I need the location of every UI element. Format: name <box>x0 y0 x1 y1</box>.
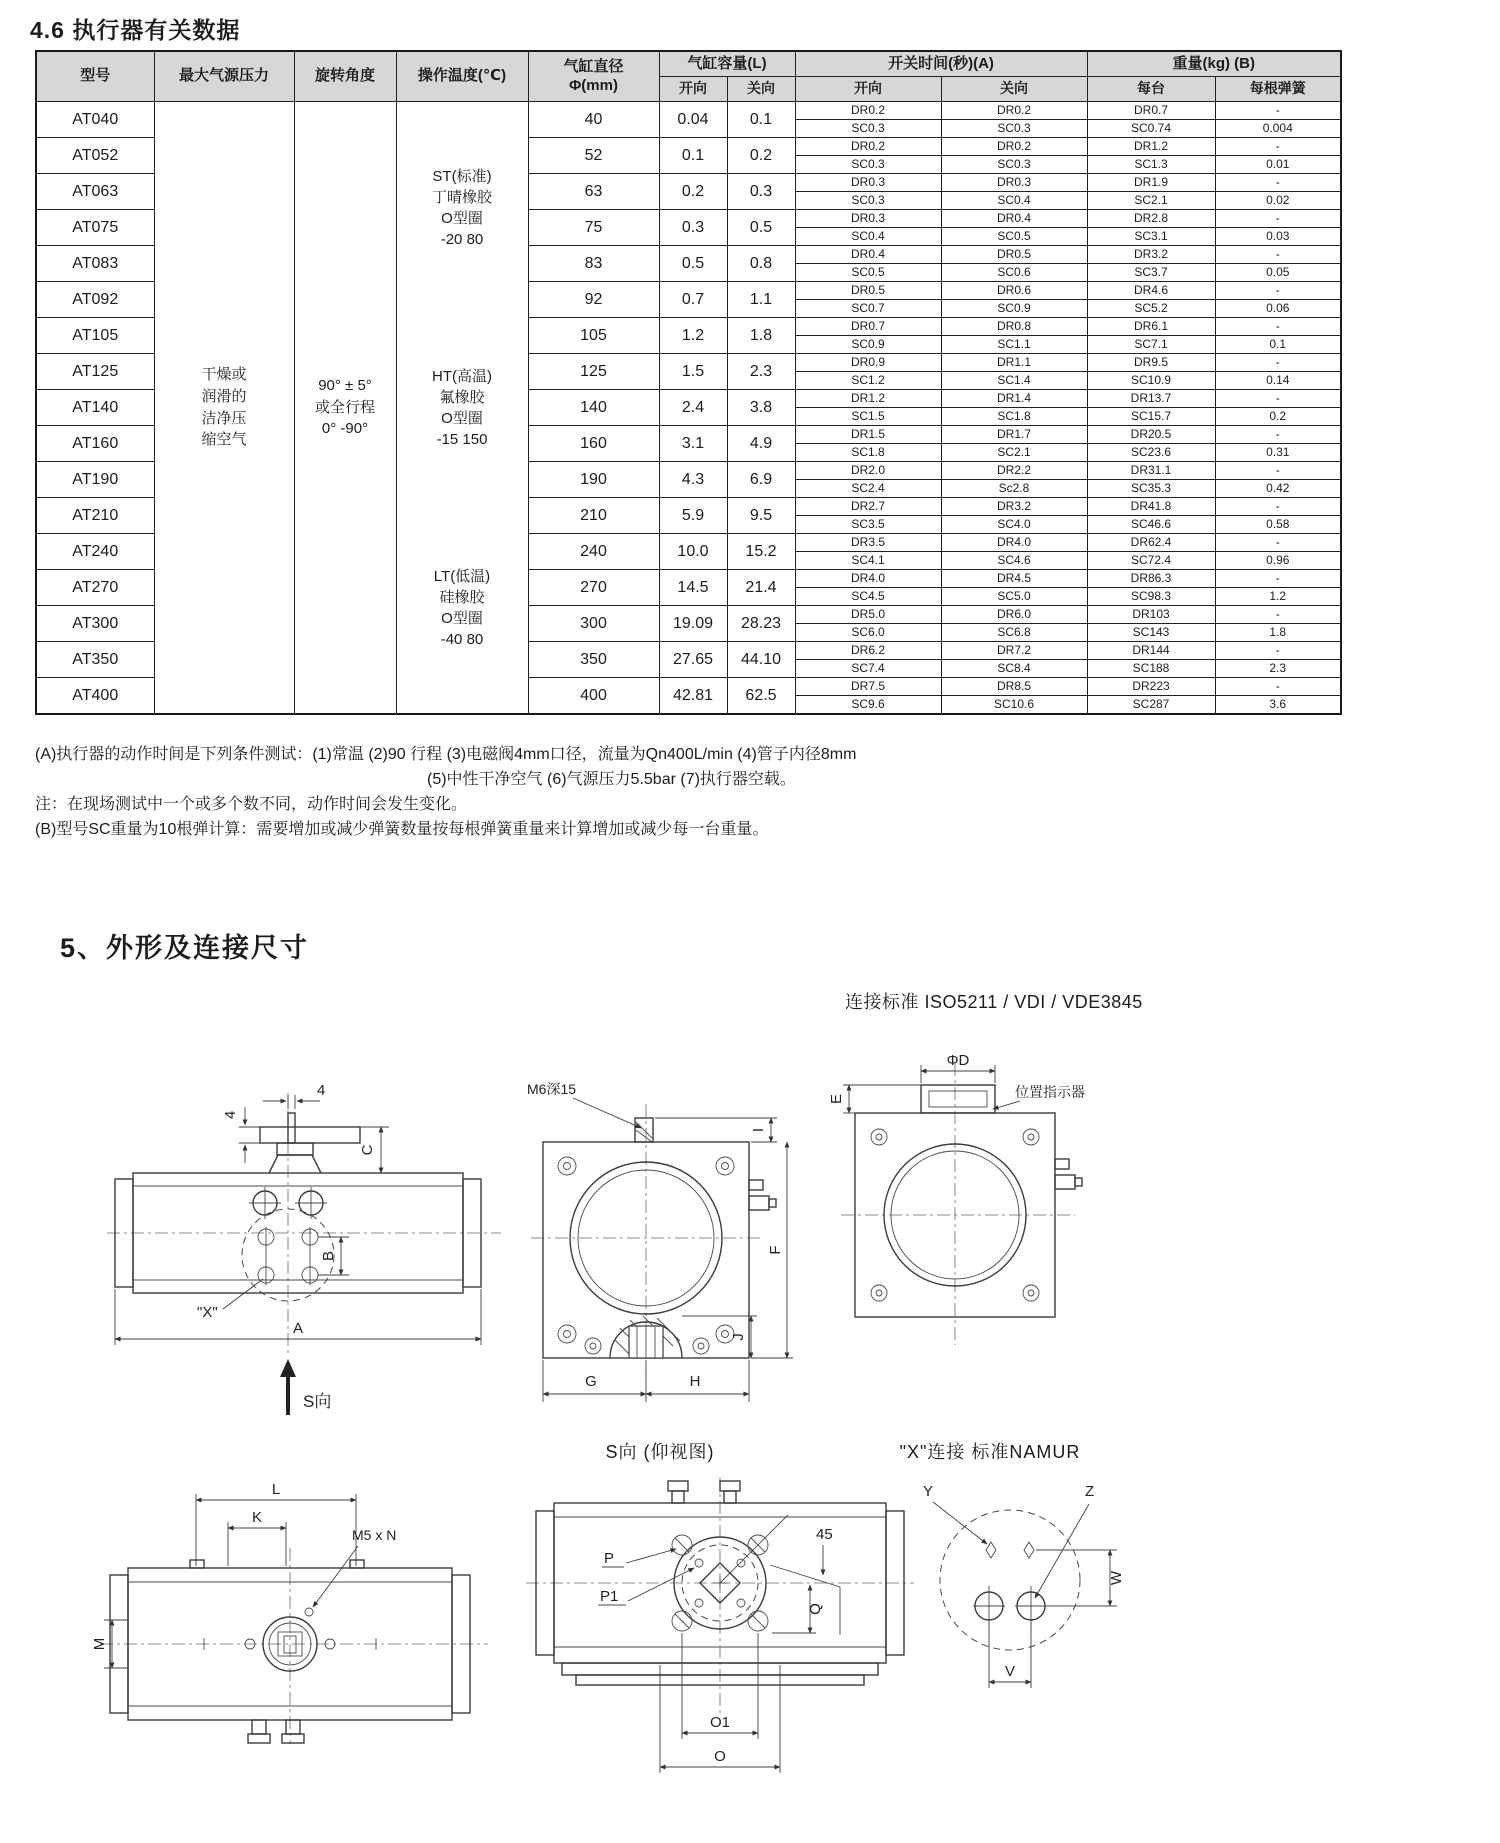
subheader-volume-close: 关向 <box>727 77 795 102</box>
cell-dr-time-open: DR0.9 <box>795 354 941 372</box>
cell-dr-weight-unit: DR86.3 <box>1087 570 1215 588</box>
cell-dr-time-open: DR2.7 <box>795 498 941 516</box>
cell-sc-weight-spring: 3.6 <box>1215 696 1341 715</box>
cell-bore: 210 <box>528 498 659 534</box>
cell-sc-weight-unit: SC0.74 <box>1087 120 1215 138</box>
cell-sc-time-open: SC4.5 <box>795 588 941 606</box>
cell-sc-time-close: SC1.8 <box>941 408 1087 426</box>
cell-dr-weight-unit: DR2.8 <box>1087 210 1215 228</box>
cell-dr-time-close: DR4.5 <box>941 570 1087 588</box>
connection-standard-note: 连接标准 ISO5211 / VDI / VDE3845 <box>845 992 1143 1012</box>
cell-volume-close: 44.10 <box>727 642 795 678</box>
cell-sc-weight-spring: 0.14 <box>1215 372 1341 390</box>
cell-sc-weight-unit: SC3.7 <box>1087 264 1215 282</box>
p1-port-label: P1 <box>600 1588 619 1605</box>
cell-sc-time-open: SC0.4 <box>795 228 941 246</box>
footnote-b-line: (B)型号SC重量为10根弹计算：需要增加或减少弹簧数量按每根弹簧重量来计算增加或减少每一台重量。 <box>35 821 769 838</box>
cell-model: AT140 <box>36 390 154 426</box>
cell-dr-weight-unit: DR9.5 <box>1087 354 1215 372</box>
cell-sc-weight-spring: 2.3 <box>1215 660 1341 678</box>
cell-dr-weight-spring: - <box>1215 282 1341 300</box>
cell-sc-weight-spring: 0.03 <box>1215 228 1341 246</box>
cell-sc-time-close: SC0.4 <box>941 192 1087 210</box>
cell-bore: 270 <box>528 570 659 606</box>
cell-sc-weight-unit: SC10.9 <box>1087 372 1215 390</box>
dim-z-label: Z <box>1085 1483 1095 1500</box>
cell-sc-time-open: SC1.5 <box>795 408 941 426</box>
drawing-side-view <box>91 1480 490 1780</box>
cell-bore: 350 <box>528 642 659 678</box>
col-header-max-pressure: 最大气源压力 <box>154 51 294 102</box>
cell-bore: 52 <box>528 138 659 174</box>
cell-volume-close: 3.8 <box>727 390 795 426</box>
cell-sc-weight-unit: SC188 <box>1087 660 1215 678</box>
cell-model: AT350 <box>36 642 154 678</box>
cell-dr-time-open: DR0.4 <box>795 246 941 264</box>
s-direction-arrow <box>280 1359 296 1377</box>
caption-namur-connection: "X"连接 标准NAMUR <box>899 1442 1081 1462</box>
cell-sc-weight-unit: SC5.2 <box>1087 300 1215 318</box>
cell-dr-weight-unit: DR41.8 <box>1087 498 1215 516</box>
subheader-time-open: 开向 <box>795 77 941 102</box>
cell-bore: 400 <box>528 678 659 715</box>
cell-volume-close: 62.5 <box>727 678 795 715</box>
cell-bore: 160 <box>528 426 659 462</box>
cell-bore: 105 <box>528 318 659 354</box>
cell-dr-weight-spring: - <box>1215 606 1341 624</box>
cell-dr-weight-spring: - <box>1215 318 1341 336</box>
cell-sc-time-close: SC2.1 <box>941 444 1087 462</box>
cell-sc-weight-unit: SC1.3 <box>1087 156 1215 174</box>
col-header-model: 型号 <box>36 51 154 102</box>
cell-sc-weight-spring: 0.96 <box>1215 552 1341 570</box>
cell-model: AT270 <box>36 570 154 606</box>
cell-sc-time-close: SC0.3 <box>941 120 1087 138</box>
footnote-a-line2: (5)中性干净空气 (6)气源压力5.5bar (7)执行器空载。 <box>427 771 796 788</box>
cell-dr-weight-spring: - <box>1215 390 1341 408</box>
cell-sc-weight-spring: 0.02 <box>1215 192 1341 210</box>
cell-dr-time-open: DR6.2 <box>795 642 941 660</box>
actuator-spec-table <box>35 50 1342 715</box>
cell-dr-time-open: DR7.5 <box>795 678 941 696</box>
cell-sc-time-close: SC8.4 <box>941 660 1087 678</box>
cell-volume-open: 42.81 <box>659 678 727 715</box>
cell-sc-time-open: SC1.8 <box>795 444 941 462</box>
dim-g-label: G <box>585 1373 597 1390</box>
cell-dr-weight-spring: - <box>1215 102 1341 120</box>
cell-dr-weight-spring: - <box>1215 570 1341 588</box>
subheader-time-close: 关向 <box>941 77 1087 102</box>
cell-dr-time-close: DR4.0 <box>941 534 1087 552</box>
cell-dr-time-open: DR0.7 <box>795 318 941 336</box>
cell-sc-weight-spring: 0.004 <box>1215 120 1341 138</box>
cell-sc-time-open: SC2.4 <box>795 480 941 498</box>
cell-volume-open: 2.4 <box>659 390 727 426</box>
cell-dr-weight-unit: DR13.7 <box>1087 390 1215 408</box>
cell-rotation: 90° ± 5° 或全行程 0° -90° <box>294 102 396 715</box>
cell-dr-time-close: DR0.2 <box>941 102 1087 120</box>
cell-volume-open: 19.09 <box>659 606 727 642</box>
cell-bore: 125 <box>528 354 659 390</box>
cell-sc-time-open: SC0.3 <box>795 192 941 210</box>
cell-volume-open: 27.65 <box>659 642 727 678</box>
cell-dr-time-close: DR1.4 <box>941 390 1087 408</box>
cell-volume-close: 15.2 <box>727 534 795 570</box>
cell-sc-time-open: SC0.5 <box>795 264 941 282</box>
cell-sc-weight-unit: SC35.3 <box>1087 480 1215 498</box>
subheader-weight-spring: 每根弹簧 <box>1215 77 1341 102</box>
cell-dr-weight-spring: - <box>1215 498 1341 516</box>
cell-volume-open: 1.5 <box>659 354 727 390</box>
dim-a-label: A <box>292 1320 304 1337</box>
cell-dr-weight-spring: - <box>1215 462 1341 480</box>
cell-sc-weight-spring: 0.42 <box>1215 480 1341 498</box>
cell-sc-time-close: SC0.5 <box>941 228 1087 246</box>
dim-f-label: F <box>767 1245 784 1255</box>
dim-v-label: V <box>1004 1663 1016 1680</box>
cell-sc-weight-unit: SC143 <box>1087 624 1215 642</box>
cell-volume-open: 0.5 <box>659 246 727 282</box>
cell-dr-weight-spring: - <box>1215 642 1341 660</box>
cell-dr-time-close: DR0.4 <box>941 210 1087 228</box>
footnote-note: 注：在现场测试中一个或多个数不同，动作时间会发生变化。 <box>35 796 468 813</box>
dim-o-label: O <box>714 1748 726 1765</box>
cell-sc-time-open: SC9.6 <box>795 696 941 715</box>
cell-dr-weight-spring: - <box>1215 246 1341 264</box>
cell-dr-time-close: DR7.2 <box>941 642 1087 660</box>
cell-dr-time-open: DR2.0 <box>795 462 941 480</box>
page-title: 4.6 执行器有关数据 <box>30 17 241 43</box>
cell-dr-time-open: DR5.0 <box>795 606 941 624</box>
s-direction-label: S向 <box>303 1392 332 1411</box>
cell-volume-close: 21.4 <box>727 570 795 606</box>
cell-sc-weight-spring: 0.06 <box>1215 300 1341 318</box>
table-footnotes <box>35 742 1335 842</box>
dim-4-top-label: 4 <box>317 1082 326 1099</box>
cell-sc-time-close: SC6.8 <box>941 624 1087 642</box>
cell-sc-weight-unit: SC15.7 <box>1087 408 1215 426</box>
cell-volume-open: 3.1 <box>659 426 727 462</box>
cell-sc-time-close: SC1.4 <box>941 372 1087 390</box>
cell-volume-open: 4.3 <box>659 462 727 498</box>
dim-i-label: I <box>750 1127 767 1133</box>
cell-sc-weight-unit: SC3.1 <box>1087 228 1215 246</box>
cell-volume-open: 5.9 <box>659 498 727 534</box>
cell-volume-close: 0.8 <box>727 246 795 282</box>
cell-model: AT075 <box>36 210 154 246</box>
cell-dr-time-open: DR0.3 <box>795 174 941 192</box>
dim-c-label: C <box>359 1144 376 1156</box>
cell-volume-close: 4.9 <box>727 426 795 462</box>
cell-dr-weight-unit: DR1.2 <box>1087 138 1215 156</box>
cell-dr-time-open: DR4.0 <box>795 570 941 588</box>
dim-o1-label: O1 <box>709 1714 731 1731</box>
cell-sc-weight-unit: SC2.1 <box>1087 192 1215 210</box>
cell-dr-time-close: DR0.5 <box>941 246 1087 264</box>
cell-sc-weight-spring: 1.2 <box>1215 588 1341 606</box>
col-header-rotation: 旋转角度 <box>294 51 396 102</box>
cell-dr-weight-unit: DR6.1 <box>1087 318 1215 336</box>
cell-sc-weight-unit: SC46.6 <box>1087 516 1215 534</box>
cell-bore: 75 <box>528 210 659 246</box>
drawing-namur-detail <box>905 1480 1145 1710</box>
cell-volume-close: 0.1 <box>727 102 795 138</box>
cell-volume-open: 14.5 <box>659 570 727 606</box>
cell-dr-time-close: DR0.2 <box>941 138 1087 156</box>
cell-sc-weight-spring: 0.58 <box>1215 516 1341 534</box>
cell-volume-open: 0.1 <box>659 138 727 174</box>
cell-dr-weight-unit: DR62.4 <box>1087 534 1215 552</box>
subheader-volume-open: 开向 <box>659 77 727 102</box>
dim-k-label: K <box>251 1509 263 1526</box>
cell-dr-weight-spring: - <box>1215 534 1341 552</box>
cell-dr-time-open: DR1.2 <box>795 390 941 408</box>
cell-bore: 63 <box>528 174 659 210</box>
cell-volume-close: 28.23 <box>727 606 795 642</box>
cell-dr-weight-unit: DR223 <box>1087 678 1215 696</box>
cell-dr-weight-unit: DR0.7 <box>1087 102 1215 120</box>
cell-sc-weight-unit: SC287 <box>1087 696 1215 715</box>
cell-dr-weight-spring: - <box>1215 174 1341 192</box>
cell-dr-time-open: DR0.2 <box>795 102 941 120</box>
cell-dr-weight-spring: - <box>1215 426 1341 444</box>
dim-m-label: M <box>91 1637 108 1651</box>
dim-b-label: B <box>320 1250 337 1262</box>
cell-volume-open: 0.2 <box>659 174 727 210</box>
cell-dr-weight-unit: DR31.1 <box>1087 462 1215 480</box>
dim-y-label: Y <box>923 1483 934 1500</box>
cell-model: AT063 <box>36 174 154 210</box>
cell-dr-time-close: DR1.1 <box>941 354 1087 372</box>
cell-sc-time-open: SC7.4 <box>795 660 941 678</box>
cell-volume-close: 1.1 <box>727 282 795 318</box>
cell-volume-close: 1.8 <box>727 318 795 354</box>
cell-dr-time-close: DR6.0 <box>941 606 1087 624</box>
cell-sc-time-close: SC5.0 <box>941 588 1087 606</box>
cell-model: AT125 <box>36 354 154 390</box>
col-header-temp: 操作温度(℃) <box>396 51 528 102</box>
cell-sc-time-open: SC1.2 <box>795 372 941 390</box>
cell-model: AT105 <box>36 318 154 354</box>
subheader-weight-unit: 每台 <box>1087 77 1215 102</box>
dim-w-label: W <box>1108 1570 1125 1586</box>
cell-dr-time-close: DR1.7 <box>941 426 1087 444</box>
angle-45-label: 45 <box>816 1526 833 1543</box>
cell-volume-open: 0.04 <box>659 102 727 138</box>
cell-volume-close: 6.9 <box>727 462 795 498</box>
cell-bore: 190 <box>528 462 659 498</box>
p-port-label: P <box>604 1550 615 1567</box>
section5-title: 5、外形及连接尺寸 <box>60 933 310 963</box>
cell-sc-time-close: SC0.3 <box>941 156 1087 174</box>
cell-dr-time-open: DR0.2 <box>795 138 941 156</box>
cell-dr-time-open: DR0.3 <box>795 210 941 228</box>
x-mark-label: "X" <box>197 1304 218 1321</box>
cell-dr-time-close: DR3.2 <box>941 498 1087 516</box>
cell-dr-time-close: DR0.3 <box>941 174 1087 192</box>
cell-sc-time-close: SC4.0 <box>941 516 1087 534</box>
cell-sc-weight-spring: 0.05 <box>1215 264 1341 282</box>
m6-thread-label: M6深15 <box>527 1081 577 1097</box>
cell-sc-weight-spring: 1.8 <box>1215 624 1341 642</box>
dim-phi-d-label: ΦD <box>946 1052 970 1069</box>
cell-bore: 140 <box>528 390 659 426</box>
cell-model: AT083 <box>36 246 154 282</box>
cell-volume-close: 2.3 <box>727 354 795 390</box>
cell-dr-weight-unit: DR4.6 <box>1087 282 1215 300</box>
cell-dr-time-close: DR0.6 <box>941 282 1087 300</box>
col-header-bore-line1: 气缸直径 <box>563 57 624 75</box>
cell-sc-weight-spring: 0.1 <box>1215 336 1341 354</box>
table-row-AT040 <box>36 102 1341 120</box>
cell-model: AT210 <box>36 498 154 534</box>
cell-sc-weight-unit: SC72.4 <box>1087 552 1215 570</box>
cell-dr-weight-unit: DR1.9 <box>1087 174 1215 192</box>
cell-model: AT052 <box>36 138 154 174</box>
cell-dr-time-close: DR0.8 <box>941 318 1087 336</box>
cell-model: AT092 <box>36 282 154 318</box>
cell-model: AT400 <box>36 678 154 715</box>
drawing-bottom-view-x <box>520 1475 920 1805</box>
cell-sc-weight-unit: SC98.3 <box>1087 588 1215 606</box>
drawing-end-view-s <box>525 1070 795 1420</box>
col-header-bore <box>528 51 659 102</box>
cell-dr-weight-unit: DR3.2 <box>1087 246 1215 264</box>
dim-l-label: L <box>271 1481 281 1498</box>
cell-sc-weight-spring: 0.01 <box>1215 156 1341 174</box>
col-header-weight: 重量(kg) (B) <box>1087 51 1341 77</box>
dim-4-left-label: 4 <box>222 1110 239 1120</box>
cell-sc-time-open: SC3.5 <box>795 516 941 534</box>
cell-sc-time-close: SC10.6 <box>941 696 1087 715</box>
cell-model: AT300 <box>36 606 154 642</box>
cell-sc-weight-spring: 0.31 <box>1215 444 1341 462</box>
dim-h-label: H <box>689 1373 701 1390</box>
cell-max-pressure: 干燥或 润滑的 洁净压 缩空气 <box>154 102 294 715</box>
caption-s-bottom-view: S向 (仰视图) <box>605 1442 715 1462</box>
cell-sc-time-open: SC4.1 <box>795 552 941 570</box>
cell-operating-temperature: ST(标准) 丁晴橡胶 O型圈 -20 80 HT(高温) 氟橡胶 O型圈 -15 150 LT(低温) 硅橡胶 O型圈 -40 80 <box>396 102 528 715</box>
cell-bore: 300 <box>528 606 659 642</box>
dim-j-label: J <box>730 1333 747 1341</box>
cell-dr-weight-unit: DR20.5 <box>1087 426 1215 444</box>
position-indicator-label: 位置指示器 <box>1015 1084 1085 1100</box>
cell-model: AT240 <box>36 534 154 570</box>
cell-dr-time-close: DR8.5 <box>941 678 1087 696</box>
cell-sc-time-close: SC0.6 <box>941 264 1087 282</box>
cell-dr-weight-unit: DR144 <box>1087 642 1215 660</box>
cell-dr-weight-spring: - <box>1215 354 1341 372</box>
cell-sc-time-close: SC0.9 <box>941 300 1087 318</box>
cell-sc-time-close: SC1.1 <box>941 336 1087 354</box>
cell-volume-open: 0.7 <box>659 282 727 318</box>
col-header-volume: 气缸容量(L) <box>659 51 795 77</box>
cell-bore: 92 <box>528 282 659 318</box>
cell-volume-close: 9.5 <box>727 498 795 534</box>
drawing-end-view-indicator <box>828 1052 1155 1365</box>
cell-volume-open: 0.3 <box>659 210 727 246</box>
cell-model: AT190 <box>36 462 154 498</box>
cell-sc-weight-unit: SC7.1 <box>1087 336 1215 354</box>
cell-dr-weight-spring: - <box>1215 678 1341 696</box>
cell-dr-time-open: DR1.5 <box>795 426 941 444</box>
cell-model: AT160 <box>36 426 154 462</box>
cell-volume-open: 1.2 <box>659 318 727 354</box>
cell-dr-weight-spring: - <box>1215 138 1341 156</box>
dim-e-label: E <box>828 1093 845 1105</box>
col-header-bore-line2: Φ(mm) <box>569 76 618 94</box>
cell-model: AT040 <box>36 102 154 138</box>
cell-volume-open: 10.0 <box>659 534 727 570</box>
cell-sc-time-open: SC6.0 <box>795 624 941 642</box>
m5-thread-label: M5 x N <box>352 1527 397 1543</box>
cell-sc-weight-spring: 0.2 <box>1215 408 1341 426</box>
cell-sc-time-open: SC0.3 <box>795 120 941 138</box>
cell-dr-weight-spring: - <box>1215 210 1341 228</box>
cell-sc-time-close: SC4.6 <box>941 552 1087 570</box>
cell-bore: 83 <box>528 246 659 282</box>
cell-volume-close: 0.2 <box>727 138 795 174</box>
dim-q-label: Q <box>807 1603 824 1615</box>
cell-sc-weight-unit: SC23.6 <box>1087 444 1215 462</box>
cell-bore: 40 <box>528 102 659 138</box>
cell-volume-close: 0.3 <box>727 174 795 210</box>
cell-sc-time-close: Sc2.8 <box>941 480 1087 498</box>
cell-dr-time-open: DR0.5 <box>795 282 941 300</box>
col-header-time: 开关时间(秒)(A) <box>795 51 1087 77</box>
cell-dr-weight-unit: DR103 <box>1087 606 1215 624</box>
cell-volume-close: 0.5 <box>727 210 795 246</box>
cell-sc-time-open: SC0.9 <box>795 336 941 354</box>
drawing-front-view <box>105 1055 505 1425</box>
cell-dr-time-open: DR3.5 <box>795 534 941 552</box>
cell-sc-time-open: SC0.7 <box>795 300 941 318</box>
cell-sc-time-open: SC0.3 <box>795 156 941 174</box>
cell-bore: 240 <box>528 534 659 570</box>
cell-dr-time-close: DR2.2 <box>941 462 1087 480</box>
footnote-a-line1: (A)执行器的动作时间是下列条件测试：(1)常温 (2)90 行程 (3)电磁阀4mm口径，流量为Qn400L/min (4)管子内径8mm <box>35 746 857 763</box>
